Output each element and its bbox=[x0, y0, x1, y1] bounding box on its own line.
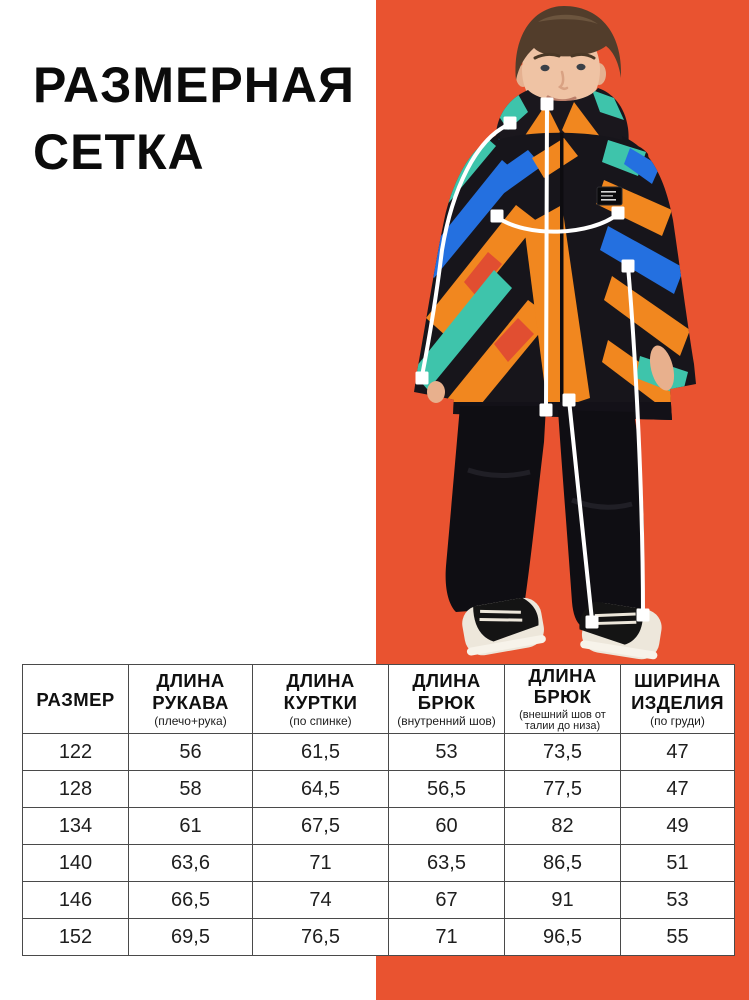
table-cell: 49 bbox=[621, 808, 735, 845]
table-cell: 61,5 bbox=[253, 734, 389, 771]
jacket-zipper bbox=[560, 124, 564, 416]
column-header-pants-outer: ДЛИНА БРЮК (внешний шов от талии до низа) bbox=[505, 665, 621, 734]
table-cell: 128 bbox=[23, 771, 129, 808]
table-cell: 76,5 bbox=[253, 919, 389, 956]
table-cell: 56,5 bbox=[389, 771, 505, 808]
table-cell: 77,5 bbox=[505, 771, 621, 808]
table-cell: 51 bbox=[621, 845, 735, 882]
column-header-chest-width: ШИРИНА ИЗДЕЛИЯ (по груди) bbox=[621, 665, 735, 734]
table-cell: 82 bbox=[505, 808, 621, 845]
table-cell: 146 bbox=[23, 882, 129, 919]
page-title-line2: СЕТКА bbox=[33, 124, 205, 180]
table-cell: 71 bbox=[253, 845, 389, 882]
table-cell: 122 bbox=[23, 734, 129, 771]
table-row bbox=[23, 734, 735, 771]
table-cell: 96,5 bbox=[505, 919, 621, 956]
table-cell: 60 bbox=[389, 808, 505, 845]
model-photo bbox=[376, 0, 749, 662]
table-row bbox=[23, 845, 735, 882]
table-cell: 47 bbox=[621, 734, 735, 771]
table-cell: 134 bbox=[23, 808, 129, 845]
table-cell: 58 bbox=[129, 771, 253, 808]
jacket-back-length-line bbox=[546, 104, 547, 410]
table-cell: 53 bbox=[621, 882, 735, 919]
table-cell: 71 bbox=[389, 919, 505, 956]
table-cell: 55 bbox=[621, 919, 735, 956]
column-header-size: РАЗМЕР bbox=[23, 665, 129, 734]
column-header-pants-inner: ДЛИНА БРЮК (внутренний шов) bbox=[389, 665, 505, 734]
table-cell: 56 bbox=[129, 734, 253, 771]
page-title bbox=[33, 52, 355, 186]
table-cell: 66,5 bbox=[129, 882, 253, 919]
table-row bbox=[23, 882, 735, 919]
table-cell: 63,6 bbox=[129, 845, 253, 882]
size-table-header bbox=[23, 665, 735, 734]
table-cell: 69,5 bbox=[129, 919, 253, 956]
table-cell: 67,5 bbox=[253, 808, 389, 845]
table-row bbox=[23, 771, 735, 808]
table-cell: 47 bbox=[621, 771, 735, 808]
model-photo-illustration bbox=[376, 0, 749, 662]
table-cell: 53 bbox=[389, 734, 505, 771]
table-cell: 152 bbox=[23, 919, 129, 956]
table-row bbox=[23, 808, 735, 845]
table-cell: 67 bbox=[389, 882, 505, 919]
size-table-body bbox=[23, 734, 735, 956]
table-cell: 73,5 bbox=[505, 734, 621, 771]
table-cell: 140 bbox=[23, 845, 129, 882]
table-cell: 86,5 bbox=[505, 845, 621, 882]
brand-patch bbox=[597, 187, 622, 205]
table-cell: 91 bbox=[505, 882, 621, 919]
page-title-line1: РАЗМЕРНАЯ bbox=[33, 57, 355, 113]
table-row bbox=[23, 919, 735, 956]
table-cell: 63,5 bbox=[389, 845, 505, 882]
table-cell: 61 bbox=[129, 808, 253, 845]
table-cell: 64,5 bbox=[253, 771, 389, 808]
table-cell: 74 bbox=[253, 882, 389, 919]
size-table bbox=[22, 664, 735, 956]
column-header-sleeve-length: ДЛИНА РУКАВА (плечо+рука) bbox=[129, 665, 253, 734]
column-header-jacket-length: ДЛИНА КУРТКИ (по спинке) bbox=[253, 665, 389, 734]
